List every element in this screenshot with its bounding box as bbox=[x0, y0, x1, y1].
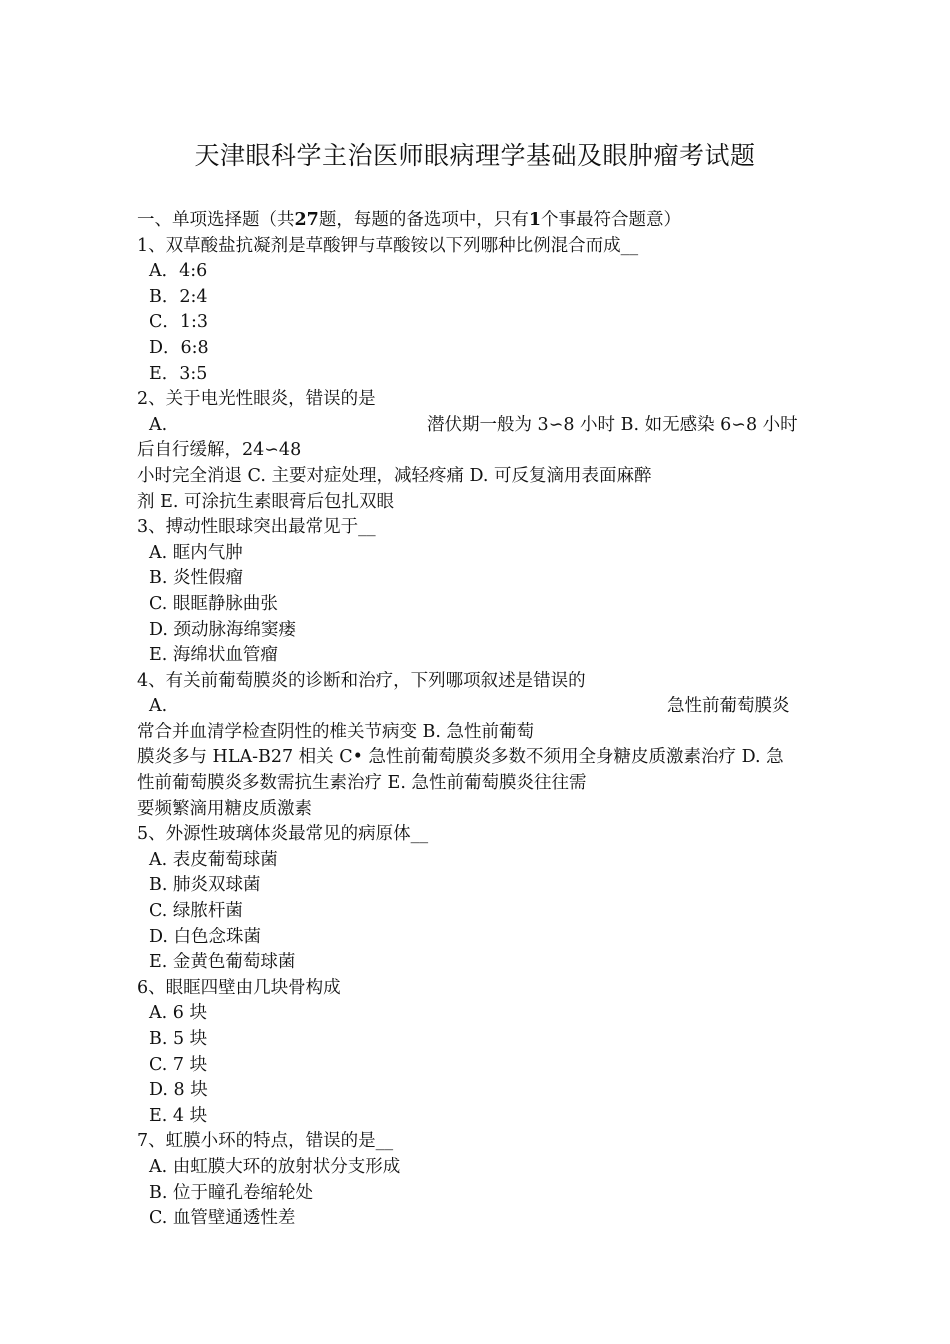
question-6-option-e: E. 4 块 bbox=[149, 1105, 208, 1126]
question-1-option-c: C．1:3 bbox=[149, 312, 209, 333]
question-1-option-d: D．6:8 bbox=[149, 337, 209, 358]
question-5-stem: 5、外源性玻璃体炎最常见的病原体__ bbox=[137, 824, 429, 845]
section-header-count-total: 27 bbox=[294, 210, 319, 230]
question-6-option-a: A. 6 块 bbox=[149, 1003, 207, 1024]
question-4-text-1: 急性前葡萄膜炎 bbox=[667, 696, 790, 717]
document-title: 天津眼科学主治医师眼病理学基础及眼肿瘤考试题 bbox=[194, 141, 756, 170]
question-3-option-c: C. 眼眶静脉曲张 bbox=[149, 593, 278, 614]
section-header-prefix: 一、单项选择题（共 bbox=[137, 210, 295, 230]
question-1-option-b: B．2:4 bbox=[149, 286, 208, 307]
question-2-line-3: 小时完全消退 C. 主要对症处理，减轻疼痛 D. 可反复滴用表面麻醉 bbox=[137, 465, 652, 486]
question-7-stem: 7、虹膜小环的特点，错误的是__ bbox=[137, 1131, 394, 1152]
question-4-line-1 bbox=[137, 694, 817, 720]
question-5-option-a: A. 表皮葡萄球菌 bbox=[149, 849, 278, 870]
question-2-line-1 bbox=[137, 413, 817, 439]
question-6-option-b: B. 5 块 bbox=[149, 1029, 208, 1049]
section-header-count-correct: 1 bbox=[528, 210, 542, 230]
question-4-line-3: 膜炎多与 HLA-B27 相关 C• 急性前葡萄膜炎多数不须用全身糖皮质激素治疗 D. 急 bbox=[137, 747, 784, 768]
question-4-line-5: 要频繁滴用糖皮质激素 bbox=[137, 798, 312, 819]
question-3-option-a: A. 眶内气肿 bbox=[149, 542, 243, 563]
question-5-option-e: E. 金黄色葡萄球菌 bbox=[149, 952, 296, 973]
document-body bbox=[137, 208, 817, 1232]
question-7-option-b: B. 位于瞳孔卷缩轮处 bbox=[149, 1182, 313, 1203]
question-4-option-a-marker: A. bbox=[149, 696, 168, 717]
question-5-option-c: C. 绿脓杆菌 bbox=[149, 901, 243, 922]
section-header-middle: 题，每题的备选项中，只有 bbox=[318, 210, 529, 230]
question-3-option-b: B. 炎性假瘤 bbox=[149, 568, 243, 589]
question-6-stem: 6、眼眶四壁由几块骨构成 bbox=[137, 977, 341, 998]
section-header-suffix: 个事最符合题意） bbox=[541, 210, 682, 230]
question-5-option-d: D. 白色念珠菌 bbox=[149, 926, 262, 947]
question-2-line-4: 剂 E. 可涂抗生素眼膏后包扎双眼 bbox=[137, 491, 394, 512]
question-3-option-e: E. 海绵状血管瘤 bbox=[149, 645, 278, 666]
question-2-text-1: 潜伏期一般为 3∽8 小时 B. 如无感染 6∽8 小时 bbox=[427, 414, 798, 435]
question-1-stem: 1、双草酸盐抗凝剂是草酸钾与草酸铵以下列哪种比例混合而成__ bbox=[137, 235, 639, 256]
question-4-line-4: 性前葡萄膜炎多数需抗生素治疗 E. 急性前葡萄膜炎往往需 bbox=[137, 773, 587, 794]
question-4-stem: 4、有关前葡萄膜炎的诊断和治疗，下列哪项叙述是错误的 bbox=[137, 670, 586, 691]
question-3-option-d: D. 颈动脉海绵窦瘘 bbox=[149, 619, 297, 640]
question-3-stem: 3、搏动性眼球突出最常见于__ bbox=[137, 517, 376, 538]
question-7-option-a: A. 由虹膜大环的放射状分支形成 bbox=[149, 1156, 401, 1177]
question-5-option-b: B. 肺炎双球菌 bbox=[149, 875, 261, 896]
question-2-stem: 2、关于电光性眼炎，错误的是 bbox=[137, 389, 376, 410]
question-4-line-2: 常合并血清学检查阴性的椎关节病变 B. 急性前葡萄 bbox=[137, 721, 535, 742]
section-header bbox=[137, 208, 817, 234]
question-6-option-c: C. 7 块 bbox=[149, 1054, 208, 1075]
question-1-option-e: E．3:5 bbox=[149, 363, 208, 384]
question-1-option-a: A．4:6 bbox=[149, 261, 208, 282]
question-6-option-d: D. 8 块 bbox=[149, 1080, 208, 1101]
question-2-line-2: 后自行缓解，24∽48 bbox=[137, 440, 302, 461]
question-2-option-a-marker: A. bbox=[149, 414, 168, 435]
question-7-option-c: C. 血管壁通透性差 bbox=[149, 1208, 296, 1229]
